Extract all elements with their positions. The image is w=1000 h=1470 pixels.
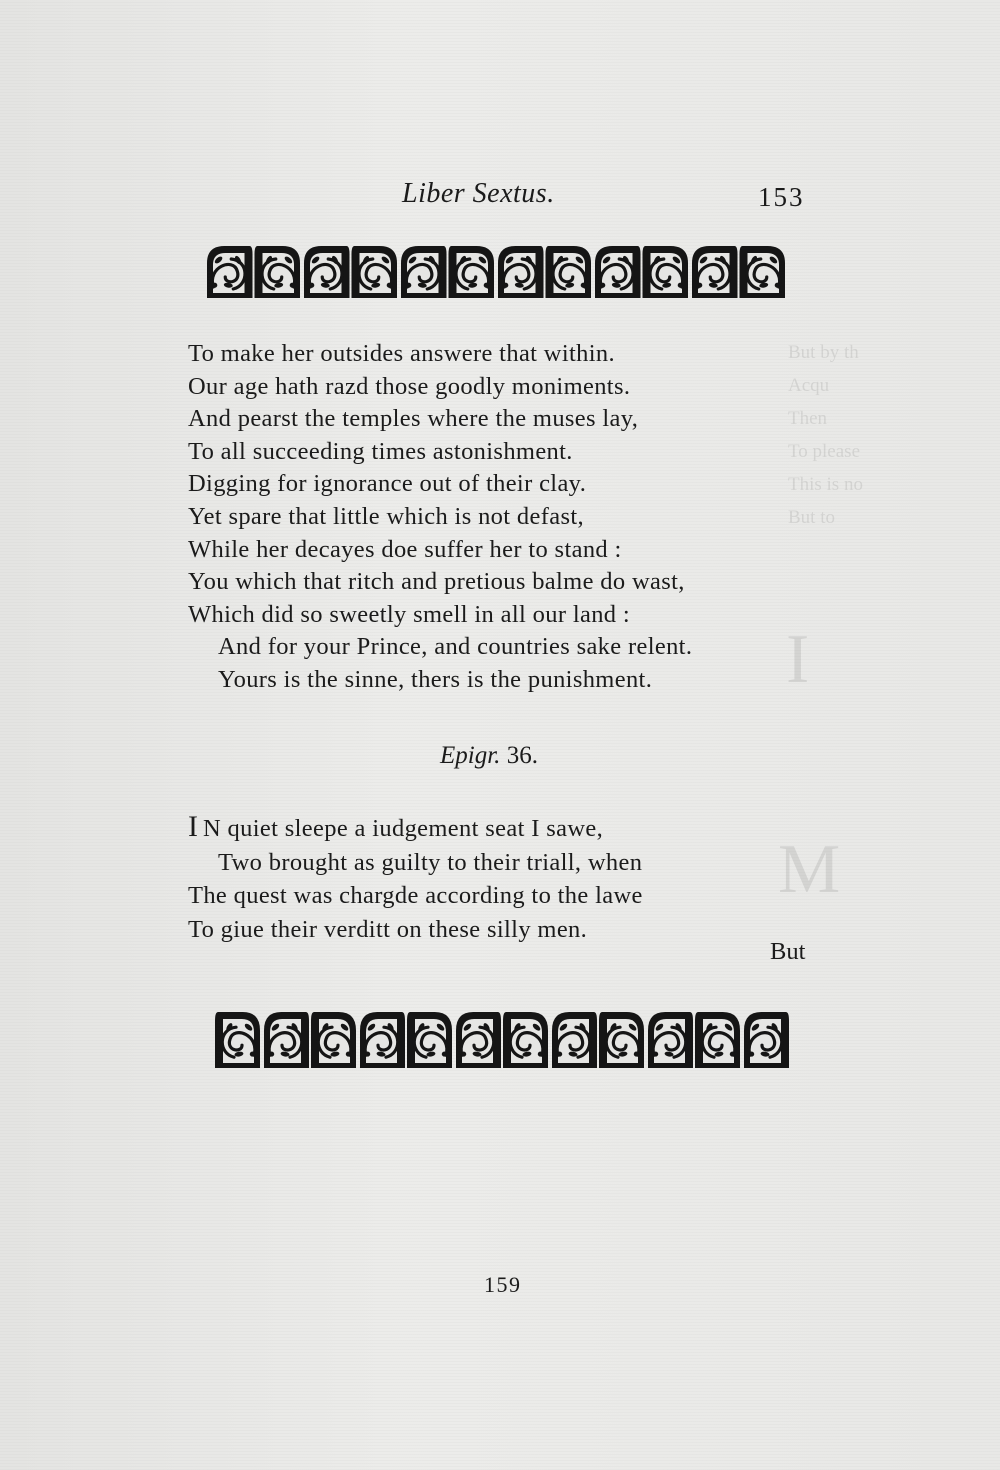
epigram-heading: [440, 742, 538, 770]
verse-line-couplet: And for your Prince, and countries sake relent.: [218, 633, 693, 661]
epigram-line: The quest was chargde according to the lawe: [188, 882, 643, 909]
ornament-tile: [740, 246, 786, 298]
verse-line: Digging for ignorance out of their clay.: [188, 470, 587, 498]
catchword: But: [770, 938, 806, 965]
ornament-tile: [498, 246, 544, 298]
page-number-bottom: 159: [484, 1272, 522, 1297]
ornament-tile: [552, 1012, 597, 1068]
ornament-tile: [360, 1012, 405, 1068]
epigram-line: To giue their verditt on these silly men.: [188, 915, 588, 943]
verse-block: [188, 338, 692, 697]
epigram-first-line-text: N quiet sleepe a iudgement seat I sawe,: [203, 815, 604, 842]
running-title: Liber Sextus.: [402, 178, 555, 209]
ornament-tile: [407, 1012, 452, 1068]
page-number-top: 153: [758, 182, 805, 212]
ornament-tile: [744, 1012, 789, 1068]
verse-line: To all succeeding times astonishment.: [188, 437, 573, 465]
ornament-tile: [304, 246, 350, 298]
ornament-tile: [643, 246, 689, 298]
running-head: [0, 178, 1000, 218]
ornament-tile: [595, 246, 641, 298]
verse-line: Which did so sweetly smell in all our land :: [188, 600, 631, 628]
verse-line: Our age hath razd those goodly moniments.: [188, 372, 631, 400]
verse-line: Yet spare that little which is not defast,: [188, 502, 584, 530]
ornament-tile: [692, 246, 738, 298]
ornament-tile: [456, 1012, 501, 1068]
verse-line: And pearst the temples where the muses lay,: [188, 405, 639, 433]
ornament-tile: [264, 1012, 309, 1068]
show-through-initial-2: M: [778, 831, 841, 908]
top-ornament-band: [205, 242, 787, 302]
epigram-first-line: [188, 812, 643, 846]
verse-line: While her decayes doe suffer her to stand :: [188, 535, 622, 563]
show-through-initial: I: [786, 621, 810, 698]
ornament-tile: [648, 1012, 693, 1068]
verse-line-couplet: Yours is the sinne, thers is the punishment.: [218, 665, 653, 693]
verse-line: To make her outsides answere that within.: [188, 340, 615, 367]
ornament-tile: [599, 1012, 644, 1068]
ornament-tile: [311, 1012, 356, 1068]
ornament-tile: [215, 1012, 260, 1068]
verse-line: You which that ritch and pretious balme do wast,: [188, 568, 685, 596]
epigram-verse-block: [188, 812, 643, 946]
epigram-number: 36.: [506, 742, 538, 769]
bottom-ornament-band: [214, 1008, 790, 1072]
ornament-tile: [255, 246, 301, 298]
ornament-tile: [401, 246, 447, 298]
ornament-tile: [449, 246, 495, 298]
ornament-tile: [695, 1012, 740, 1068]
ornament-tile: [352, 246, 398, 298]
show-through-text: But by th Acqu Then To please This is no But to: [788, 342, 863, 528]
epigram-label: Epigr.: [440, 742, 501, 769]
drop-cap: I: [188, 810, 199, 843]
ornament-tile: [207, 246, 253, 298]
ornament-tile: [546, 246, 592, 298]
epigram-line: Two brought as guilty to their triall, when: [218, 848, 643, 876]
ornament-tile: [503, 1012, 548, 1068]
